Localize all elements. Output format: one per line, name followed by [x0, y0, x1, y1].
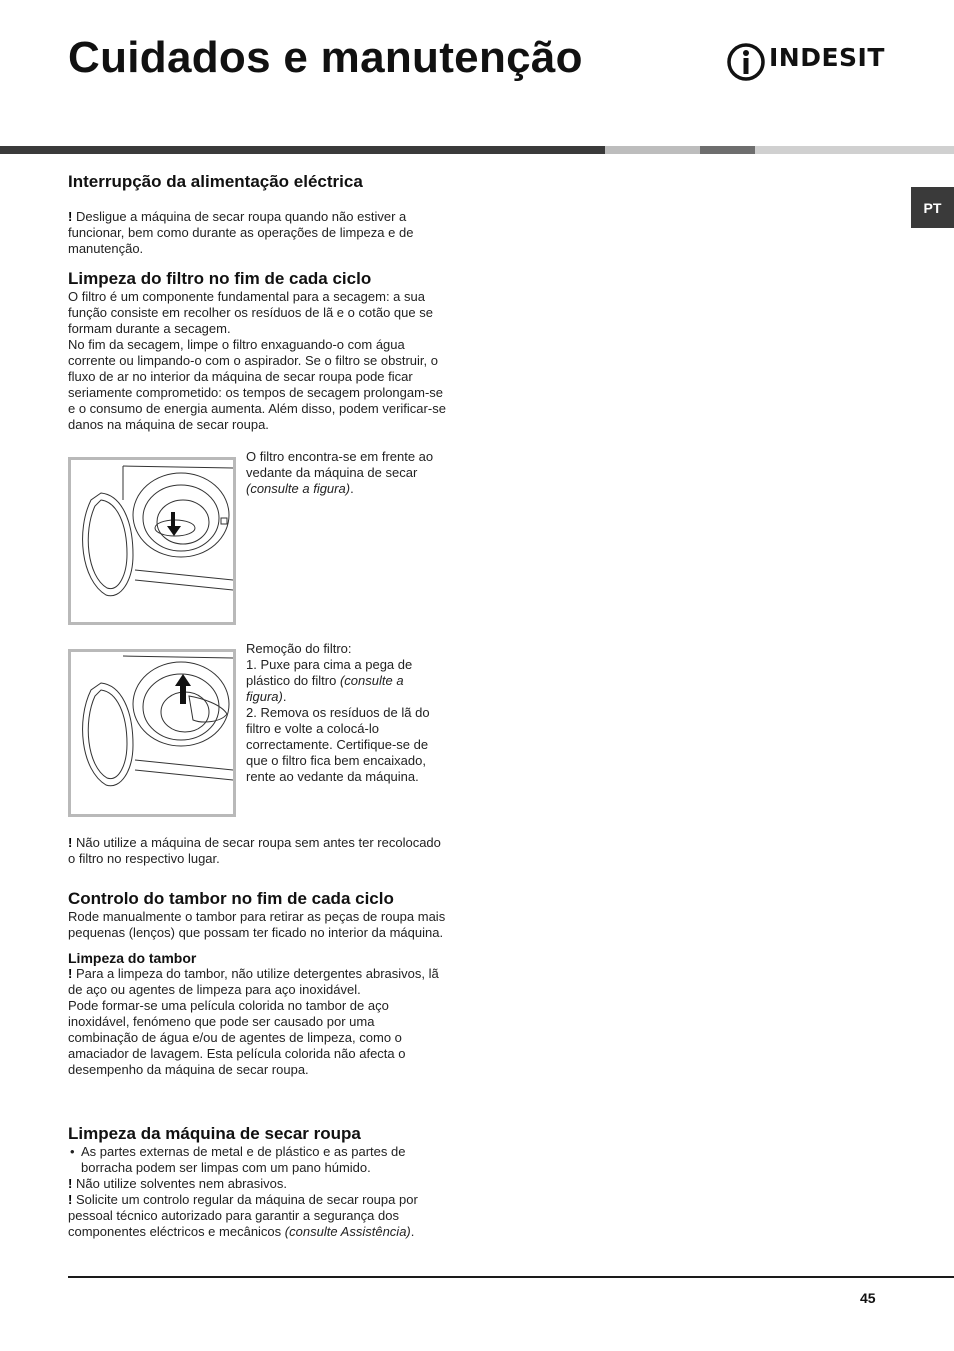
warning-note: ! Desligue a máquina de secar roupa quando não estiver a funcionar, bem como durante as operações de limpeza e de manutenção. [68, 209, 414, 256]
figure-caption: O filtro encontra-se em frente ao vedante da máquina de secar (consulte a figura). [246, 449, 434, 496]
warning-note: ! Solicite um controlo regular da máquina de secar roupa por pessoal técnico autorizado para garantir a segurança dos componentes eléctricos e mecânicos (consulte Assistência). [68, 1192, 418, 1239]
warning-mark: ! [68, 835, 73, 850]
header-rule-mid [700, 146, 755, 154]
paragraph: Rode manualmente o tambor para retirar as peças de roupa mais pequenas (lenços) que possam ter ficado no interior da máquina. [68, 909, 446, 940]
warning-note: ! Para a limpeza do tambor, não utilize detergentes abrasivos, lã de aço ou agentes de limpeza para aço inoxidável. [68, 966, 439, 997]
indesit-logo [727, 40, 887, 84]
page-title: Cuidados e manutenção [68, 33, 583, 82]
header-rule-dark [0, 146, 605, 154]
section-drum [68, 889, 446, 1078]
section-power [68, 172, 446, 257]
paragraph: Pode formar-se uma película colorida no tambor de aço inoxidável, fenómeno que pode ser causado por uma combinação de água e/ou de agentes de limpeza, como o amaciador de lavagem. Esta película colorida não afecta o desempenho da máquina de secar roupa. [68, 998, 406, 1077]
warning-note: ! Não utilize solventes nem abrasivos. [68, 1176, 287, 1191]
bullet-item: • As partes externas de metal e de plástico e as partes de borracha podem ser limpas com um pano húmido. [68, 1144, 446, 1176]
warning-mark: ! [68, 1176, 73, 1191]
filter-removal-figure [68, 649, 236, 817]
section-filter [68, 269, 446, 433]
brand-i-icon [727, 40, 767, 84]
sub-heading: Limpeza do tambor [68, 950, 197, 966]
paragraph: O filtro é um componente fundamental para a secagem: a sua função consiste em recolher os resíduos de lã e o cotão que se formam durante a secagem. [68, 289, 433, 336]
header-rule-light-end [755, 146, 954, 154]
header-rule-light [605, 146, 700, 154]
brand-name: INDESIT [769, 43, 885, 72]
section-heading: Interrupção da alimentação eléctrica [68, 172, 363, 191]
section-machine [68, 1124, 446, 1240]
filter-removal-illustration [71, 652, 233, 814]
footer-rule [68, 1276, 954, 1278]
language-tab: PT [911, 187, 954, 228]
page-number: 45 [860, 1290, 876, 1306]
warning-mark: ! [68, 966, 73, 981]
section-heading: Controlo do tambor no fim de cada ciclo [68, 889, 394, 908]
filter-location-figure [68, 457, 236, 625]
paragraph: No fim da secagem, limpe o filtro enxaguando-o com água corrente ou limpando-o com o aspirador. Se o filtro se obstruir, o fluxo de ar no interior da máquina de secar roupa pode ficar seriamente comprometido: os tempos de secagem prolongam-se e o consumo de energia aumenta. Além disso, podem verificar-se danos na máquina de secar roupa. [68, 337, 446, 432]
warning-mark: ! [68, 209, 73, 224]
filter-warning [68, 835, 446, 867]
warning-note: ! Não utilize a máquina de secar roupa sem antes ter recolocado o filtro no respectivo lugar. [68, 835, 441, 866]
section-heading: Limpeza da máquina de secar roupa [68, 1124, 361, 1143]
dryer-door-illustration [71, 460, 233, 622]
warning-mark: ! [68, 1192, 73, 1207]
figure-caption: Remoção do filtro: 1. Puxe para cima a pega de plástico do filtro (consulte a figura). 2. Remova os resíduos de lã do filtro e volte a colocá-lo correctamente. Certifique-se de que o filtro fica bem encaixado, rente ao vedante da máquina. [246, 641, 430, 784]
section-heading: Limpeza do filtro no fim de cada ciclo [68, 269, 372, 288]
